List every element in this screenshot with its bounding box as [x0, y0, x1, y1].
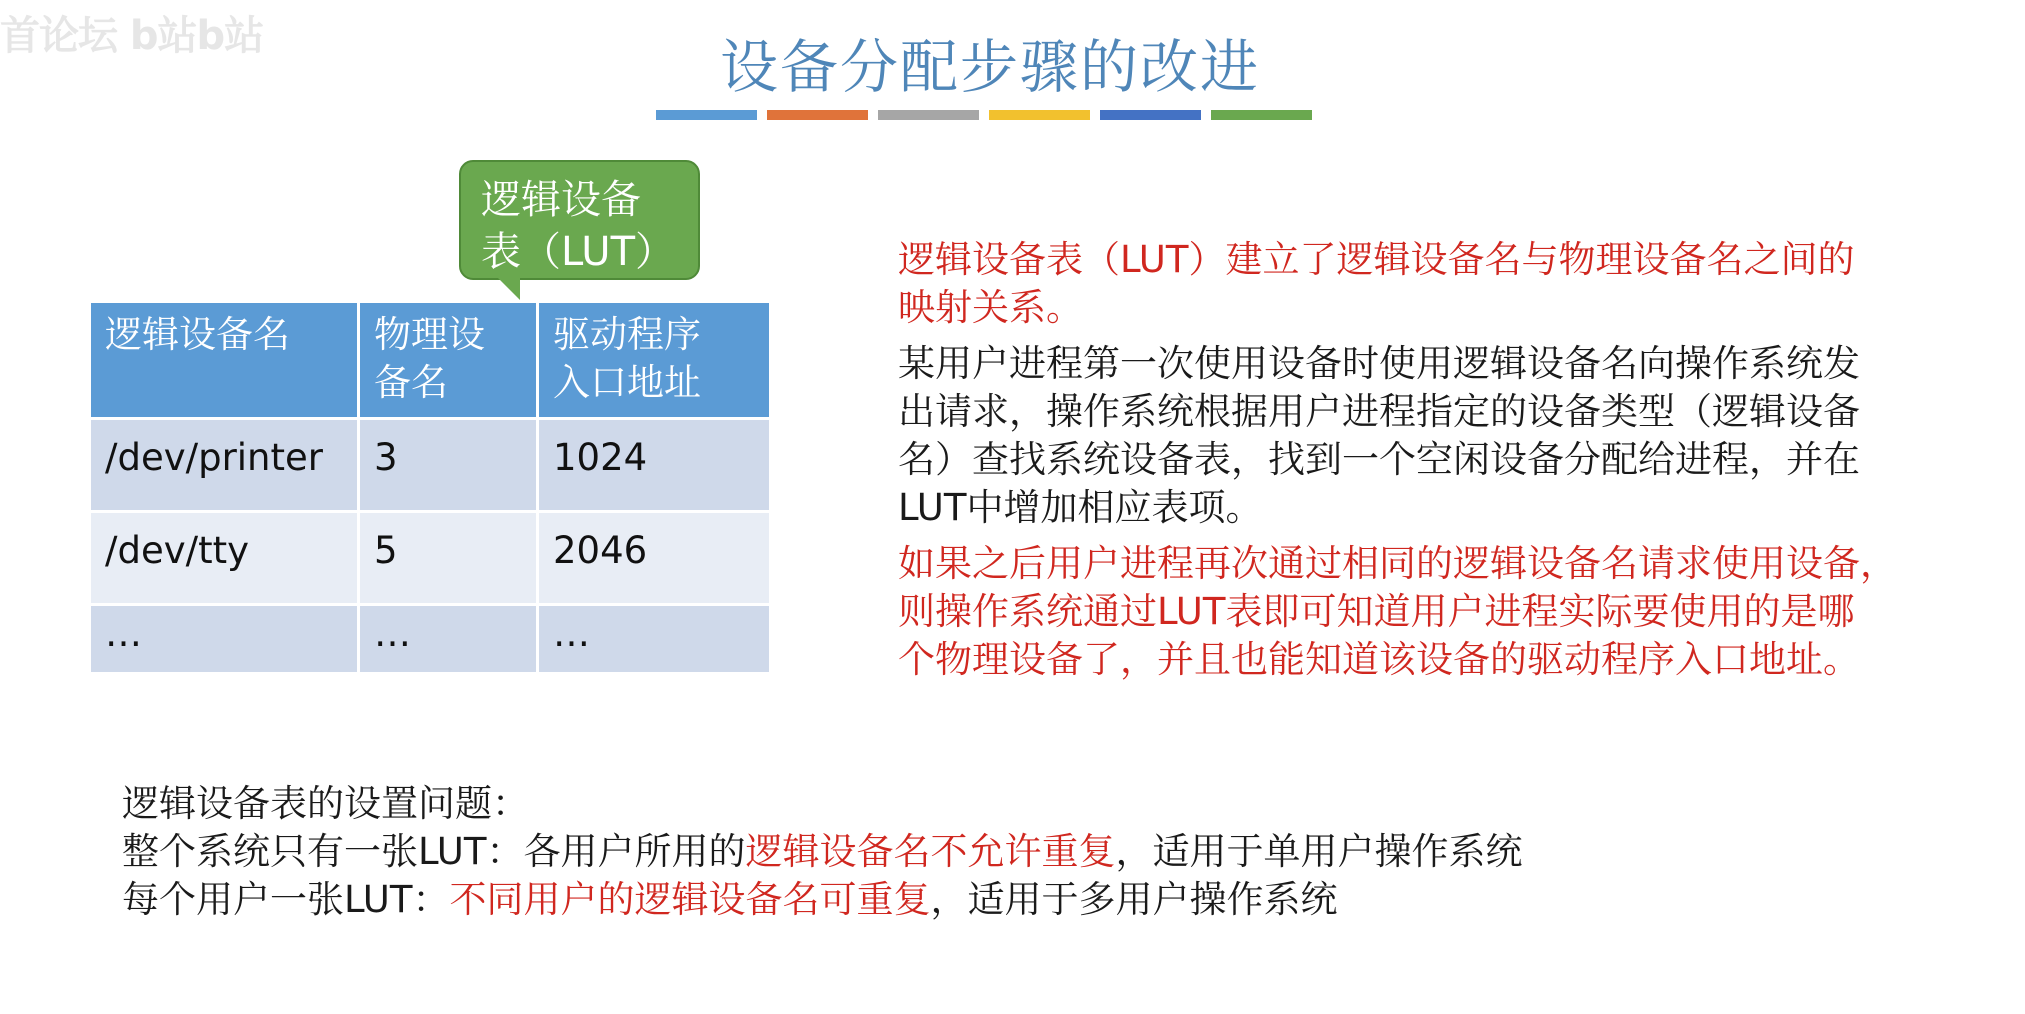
header-text: 逻辑设备名 [105, 313, 290, 356]
title-bar-6 [1211, 110, 1312, 120]
lut-callout [459, 160, 700, 280]
text-line: 如果之后用户进程再次通过相同的逻辑设备名请求使用设备， [898, 542, 1897, 585]
header-text: 驱动程序 [553, 313, 701, 356]
slide-title: 设备分配步骤的改进 [719, 33, 1260, 101]
per-user-lut-line [122, 876, 1522, 924]
title-bar-3 [878, 110, 979, 120]
text-span: 整个系统只有一张LUT：各用户所用的 [122, 830, 746, 873]
paragraph-lut-definition [898, 236, 1988, 332]
highlight-text: 不同用户的逻辑设备名可重复 [449, 878, 931, 921]
header-physical-name [360, 303, 536, 417]
paragraph-first-use [898, 340, 1988, 532]
table-cell: 3 [360, 420, 536, 510]
table-row [91, 513, 769, 603]
text-line: 个物理设备了，并且也能知道该设备的驱动程序入口地址。 [898, 638, 1860, 681]
callout-tail [498, 278, 520, 300]
title-decoration-bars [656, 110, 1312, 120]
header-logical-name [91, 303, 357, 417]
table-cell: … [360, 606, 536, 672]
watermark: 首论坛 b站b站 [0, 13, 264, 59]
title-bar-2 [767, 110, 868, 120]
lut-setting-section [122, 780, 1522, 924]
table-cell: 5 [360, 513, 536, 603]
text-line: 出请求，操作系统根据用户进程指定的设备类型（逻辑设备 [898, 390, 1860, 433]
title-bar-1 [656, 110, 757, 120]
text-span: ，适用于单用户操作系统 [1115, 830, 1523, 873]
header-text: 备名 [374, 361, 448, 404]
table-cell: 2046 [539, 513, 769, 603]
header-driver-address [539, 303, 769, 417]
highlight-text: 逻辑设备名不允许重复 [745, 830, 1116, 873]
table-row [91, 606, 769, 672]
text-line: 映射关系。 [898, 286, 1083, 329]
table-cell: … [539, 606, 769, 672]
text-line: 逻辑设备表（LUT）建立了逻辑设备名与物理设备名之间的 [898, 238, 1855, 281]
callout-line-2: 表（LUT） [481, 229, 676, 275]
table-cell: /dev/printer [91, 420, 357, 510]
table-cell: 1024 [539, 420, 769, 510]
text-line: LUT中增加相应表项。 [898, 486, 1263, 529]
title-bar-4 [989, 110, 1090, 120]
header-text: 入口地址 [553, 361, 701, 404]
text-line: 名）查找系统设备表，找到一个空闲设备分配给进程，并在 [898, 438, 1860, 481]
title-bar-5 [1100, 110, 1201, 120]
text-span: ，适用于多用户操作系统 [930, 878, 1338, 921]
section-heading: 逻辑设备表的设置问题： [122, 782, 529, 825]
table-cell: … [91, 606, 357, 672]
header-text: 物理设 [374, 313, 485, 356]
paragraph-subsequent-use [898, 540, 1988, 684]
text-span: 每个用户一张LUT： [122, 878, 450, 921]
single-lut-line [122, 828, 1522, 876]
table-header-row [91, 303, 769, 417]
table-cell: /dev/tty [91, 513, 357, 603]
lut-table [88, 300, 772, 675]
table-row [91, 420, 769, 510]
callout-line-1: 逻辑设备 [481, 177, 641, 223]
text-line: 则操作系统通过LUT表即可知道用户进程实际要使用的是哪 [898, 590, 1855, 633]
text-line: 某用户进程第一次使用设备时使用逻辑设备名向操作系统发 [898, 342, 1860, 385]
